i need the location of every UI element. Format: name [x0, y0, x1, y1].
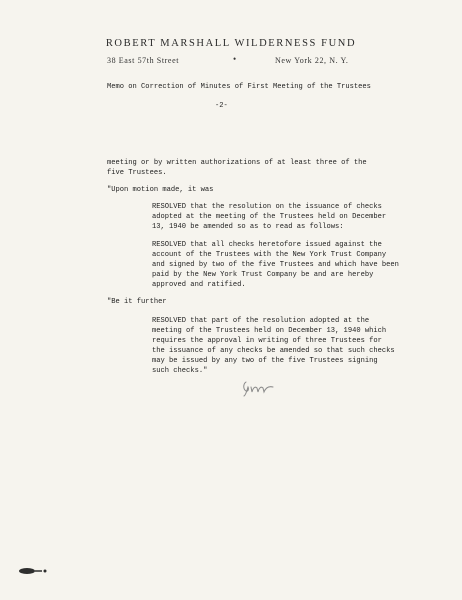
text-line: RESOLVED that all checks heretofore issued against the: [152, 241, 382, 249]
text-line: account of the Trustees with the New York Trust Company: [152, 251, 387, 259]
resolution-3: [152, 316, 395, 376]
text-line: such checks.": [152, 367, 208, 375]
archive-stamp-mark: [18, 566, 48, 576]
page-number: -2-: [215, 102, 228, 110]
text-line: five Trustees.: [107, 169, 167, 177]
motion-paragraph: [107, 185, 213, 195]
resolution-2: [152, 240, 399, 290]
text-line: the issuance of any checks be amended so that such checks: [152, 347, 395, 355]
resolution-1: [152, 202, 386, 232]
text-line: 13, 1940 be amended so as to read as follows:: [152, 223, 344, 231]
handwritten-initials: [240, 376, 280, 398]
text-line: requires the approval in writing of three Trustees for: [152, 337, 382, 345]
text-line: RESOLVED that the resolution on the issuance of checks: [152, 203, 382, 211]
text-line: "Upon motion made, it was: [107, 186, 214, 194]
text-line: paid by the New York Trust Company be and are hereby: [152, 271, 374, 279]
text-line: approved and ratified.: [152, 281, 246, 289]
memo-title: Memo on Correction of Minutes of First Meeting of the Trustees: [107, 83, 371, 91]
continuation-paragraph: [107, 158, 367, 178]
text-line: adopted at the meeting of the Trustees held on December: [152, 213, 387, 221]
further-paragraph: [107, 297, 167, 307]
letterhead-org: ROBERT MARSHALL WILDERNESS FUND: [105, 38, 357, 49]
text-line: meeting or by written authorizations of at least three of the: [107, 159, 367, 167]
text-line: and signed by two of the five Trustees and which have been: [152, 261, 399, 269]
text-line: "Be it further: [107, 298, 167, 306]
text-line: may be issued by any two of the five Trustees signing: [152, 357, 378, 365]
letterhead-address: 38 East 57th Street: [107, 56, 180, 65]
letterhead-separator: •: [233, 54, 237, 64]
letterhead-city: New York 22, N. Y.: [275, 56, 349, 65]
text-line: RESOLVED that part of the resolution adopted at the: [152, 317, 370, 325]
text-line: meeting of the Trustees held on December 13, 1940 which: [152, 327, 387, 335]
